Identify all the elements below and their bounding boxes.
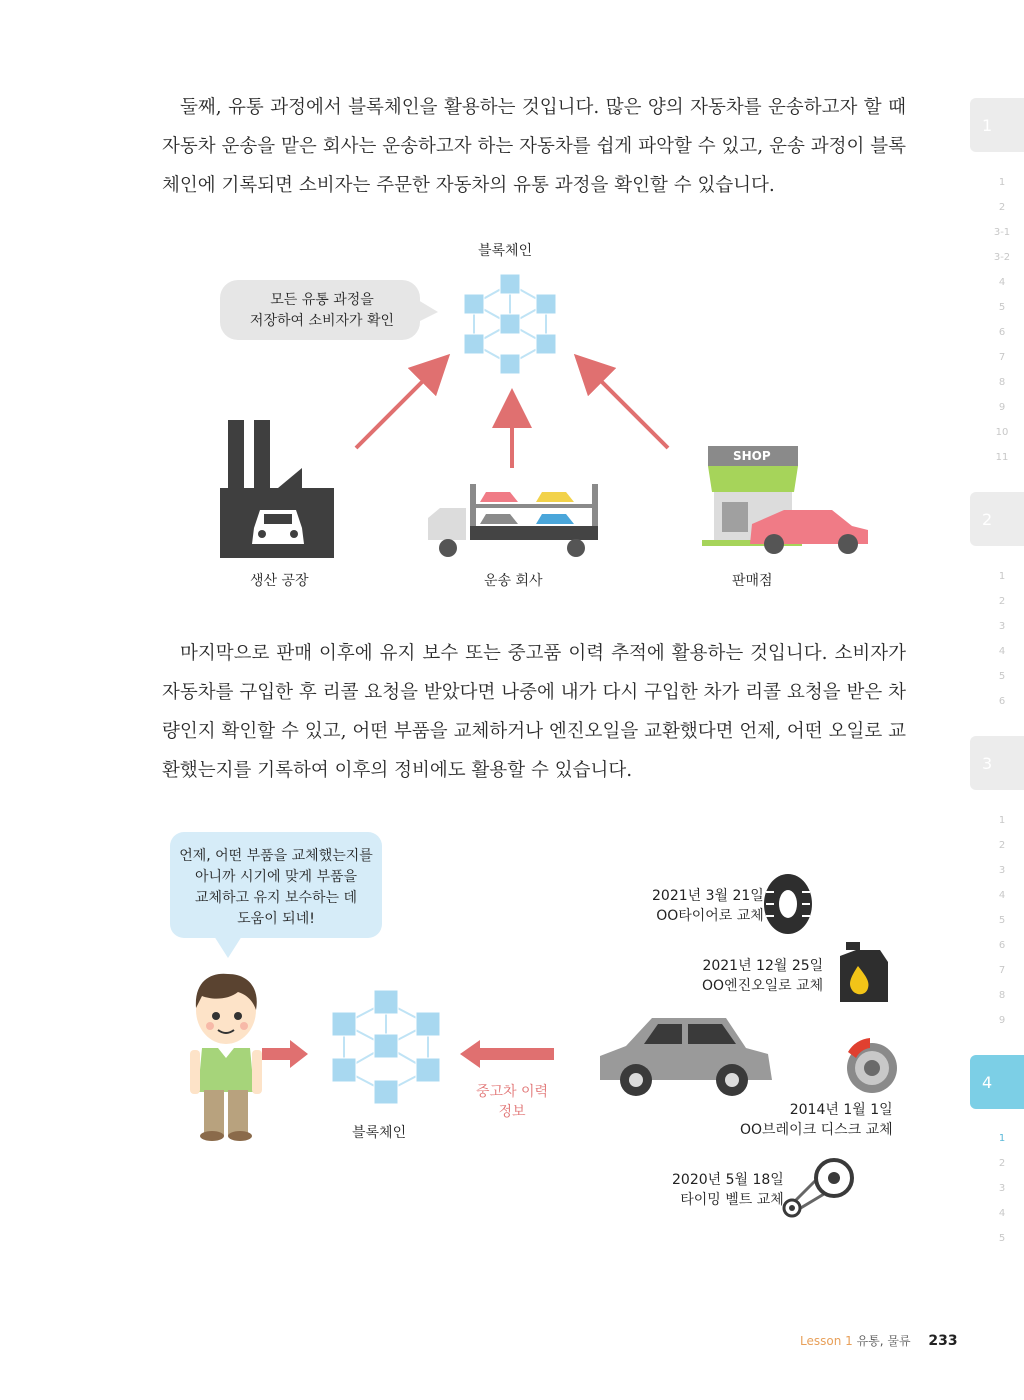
used-car-icon [596, 1010, 776, 1100]
section-link[interactable]: 3-2 [993, 252, 1011, 263]
section-link[interactable]: 7 [998, 965, 1006, 976]
oil-date: 2021년 12월 25일 [702, 958, 824, 974]
chapter-tab-3[interactable]: 3 [970, 736, 1024, 790]
chapter-2-sections [992, 564, 1012, 714]
section-link[interactable]: 1 [998, 177, 1006, 188]
brake-text: OO브레이크 디스크 교체 [740, 1122, 893, 1138]
factory-icon [218, 418, 338, 558]
arrows-to-blockchain [340, 356, 1020, 496]
car-carrier-truck-icon [426, 478, 606, 558]
section-link[interactable]: 1 [998, 815, 1006, 826]
arrow-car-to-blockchain [460, 1040, 560, 1070]
shop-icon [702, 446, 872, 556]
shop-label: 판매점 [732, 573, 773, 589]
bubble-gray-text [224, 290, 420, 332]
section-link[interactable]: 4 [998, 277, 1006, 288]
chapter-tab-1[interactable]: 1 [970, 98, 1024, 152]
oil-record [702, 956, 823, 996]
section-link[interactable]: 3-1 [993, 227, 1011, 238]
bubble-blue-line-3: 교체하고 유지 보수하는 데 [194, 890, 358, 906]
section-link-active[interactable]: 1 [998, 1133, 1006, 1144]
section-link[interactable]: 5 [998, 671, 1006, 682]
section-link[interactable]: 9 [998, 1015, 1006, 1026]
chapter-tab-2[interactable]: 2 [970, 492, 1024, 546]
section-link[interactable]: 3 [998, 621, 1006, 632]
section-link[interactable]: 8 [998, 990, 1006, 1001]
section-link[interactable]: 11 [995, 452, 1009, 463]
factory-label: 생산 공장 [250, 573, 309, 589]
section-link[interactable]: 6 [998, 696, 1006, 707]
brake-date: 2014년 1월 1일 [789, 1102, 893, 1118]
bubble-gray-line-1: 모든 유통 과정을 [270, 292, 374, 308]
section-link[interactable]: 6 [998, 327, 1006, 338]
section-link[interactable]: 2 [998, 202, 1006, 213]
bubble-blue-line-4: 도움이 되네! [237, 911, 315, 927]
section-link[interactable]: 9 [998, 402, 1006, 413]
engine-oil-icon [836, 942, 892, 1004]
oil-text: OO엔진오일로 교체 [702, 978, 824, 994]
section-link[interactable]: 4 [998, 646, 1006, 657]
bubble-blue-text [172, 846, 380, 930]
bubble-gray-line-2: 저장하여 소비자가 확인 [249, 313, 395, 329]
person-icon [188, 972, 268, 1142]
section-link[interactable]: 5 [998, 302, 1006, 313]
blockchain-icon-bottom [326, 988, 456, 1108]
section-link[interactable]: 3 [998, 1183, 1006, 1194]
tire-icon [762, 872, 818, 936]
paragraph-1-text: 둘째, 유통 과정에서 블록체인을 활용하는 것입니다. 많은 양의 자동차를 운송하고자 할 때 자동차 운송을 맡은 회사는 운송하고자 하는 자동차를 쉽게 파악할 수 있고, 운송 과정이 블록체인에 기록되면 소비자는 주문한 자동차의 유통 과정을 확인할 수 있습니다. [162, 97, 906, 196]
section-link[interactable]: 10 [995, 427, 1009, 438]
chapter-3-sections [992, 808, 1012, 1033]
blockchain-label-top: 블록체인 [478, 243, 533, 259]
footer-title: 유통, 물류 [856, 1334, 911, 1348]
section-link[interactable]: 1 [998, 571, 1006, 582]
belt-record [672, 1170, 784, 1210]
history-info-line-1: 중고차 이력 [476, 1084, 549, 1100]
page-footer [800, 1332, 958, 1349]
arrow-person-to-blockchain [262, 1040, 312, 1070]
section-link[interactable]: 3 [998, 865, 1006, 876]
brake-record [740, 1100, 893, 1140]
section-link[interactable]: 4 [998, 1208, 1006, 1219]
page-number: 233 [928, 1333, 958, 1349]
brake-disc-icon [840, 1036, 900, 1096]
belt-text: 타이밍 벨트 교체 [680, 1192, 784, 1208]
blockchain-label-bottom: 블록체인 [352, 1125, 407, 1141]
section-link[interactable]: 8 [998, 377, 1006, 388]
paragraph-maintenance [162, 634, 906, 790]
shop-sign-text: SHOP [733, 449, 771, 463]
tire-date: 2021년 3월 21일 [652, 888, 764, 904]
section-link[interactable]: 2 [998, 840, 1006, 851]
section-link[interactable]: 6 [998, 940, 1006, 951]
footer-lesson: Lesson 1 [800, 1334, 853, 1348]
tire-text: OO타이어로 교체 [656, 908, 764, 924]
paragraph-2-text: 마지막으로 판매 이후에 유지 보수 또는 중고품 이력 추적에 활용하는 것입니다. 소비자가 자동차를 구입한 후 리콜 요청을 받았다면 나중에 내가 다시 구입한 차가 리콜 요청을 받은 차량인지 확인할 수 있고, 어떤 부품을 교체하거나 엔진오일을 교환했다면 언제, 어떤 오일로 교환했는지를 기록하여 이후의 정비에도 활용할 수 있습니다. [162, 643, 906, 781]
section-link[interactable]: 2 [998, 596, 1006, 607]
tire-record [652, 886, 764, 926]
bubble-blue-line-2: 아니까 시기에 맞게 부품을 [194, 869, 358, 885]
chapter-tab-4[interactable]: 4 [970, 1055, 1024, 1109]
section-link[interactable]: 5 [998, 1233, 1006, 1244]
paragraph-distribution [162, 88, 906, 205]
belt-date: 2020년 5월 18일 [672, 1172, 784, 1188]
section-link[interactable]: 4 [998, 890, 1006, 901]
transport-label: 운송 회사 [484, 573, 543, 589]
section-link[interactable]: 5 [998, 915, 1006, 926]
arrow-shop [588, 368, 668, 448]
section-link[interactable]: 7 [998, 352, 1006, 363]
chapter-1-sections [992, 170, 1012, 470]
section-link[interactable]: 2 [998, 1158, 1006, 1169]
bubble-blue-line-1: 언제, 어떤 부품을 교체했는지를 [179, 848, 373, 864]
timing-belt-icon [780, 1158, 860, 1218]
arrow-factory [356, 368, 436, 448]
history-info-label [476, 1082, 548, 1122]
chapter-4-sections [992, 1126, 1012, 1251]
history-info-line-2: 정보 [498, 1104, 526, 1120]
